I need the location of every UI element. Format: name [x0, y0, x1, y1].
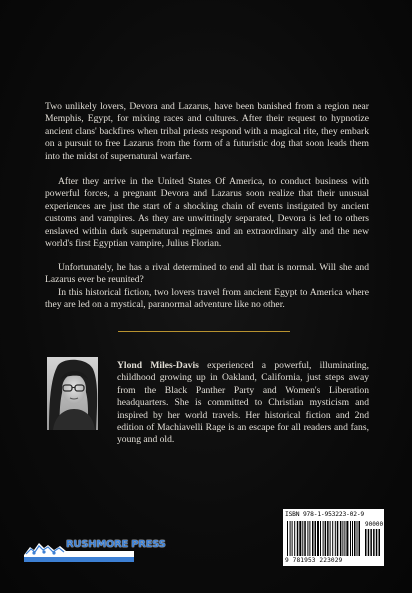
publisher-name: RUSHMORE PRESS	[66, 539, 166, 550]
author-bio	[117, 360, 369, 447]
author-bio-text: experienced a powerful, illuminating, childhood growing up in Oakland, California, just steps away from the Black Panther Party and Women's Liberation headquarters. She is committed to Christian mysticism and inspired by her world travels. Her historical fiction and 2nd edition of Machiavelli Rage is an escape for all readers and fans, young and old.	[117, 360, 369, 446]
publisher-logo	[22, 537, 166, 565]
barcode-digits: 9 781953 223029	[285, 557, 343, 564]
synopsis-paragraph-1: Two unlikely lovers, Devora and Lazarus, have been banished from a region near Memphis, Egypt, for mixing races and cultures. After their request to hypnotize ancient clans' backfires when tribal priests respond with a magical rite, they embark on a pursuit to free Lazarus from the form of a futuristic dog that soon leads them into the midst of supernatural warfare.	[45, 101, 369, 162]
synopsis-paragraph-3: Unfortunately, he has a rival determined to end all that is normal. Will she and Lazarus ever be reunited?	[45, 262, 369, 286]
author-name: Ylond Miles-Davis	[117, 360, 199, 371]
isbn-label: ISBN 978-1-953223-02-9	[285, 511, 365, 518]
synopsis-paragraph-4: In this historical fiction, two lovers travel from ancient Egypt to America where they are led on a mystical, paranormal adventure like no other.	[45, 287, 369, 311]
gold-divider	[118, 331, 290, 332]
price-code: 90000	[365, 521, 384, 528]
isbn-barcode	[283, 509, 384, 566]
synopsis-paragraph-2: After they arrive in the United States Of America, to conduct business with powerful forces, a pregnant Devora and Lazarus soon realize that their unusual experiences are just the start of a shocking chain of events instigated by ancient customs and vampires. As they are unwittingly separated, Devora is led to others enslaved within dark supernatural regimes and an extraordinary ally and the new world's first Egyptian vampire, Julius Florian.	[45, 176, 369, 250]
author-photo	[47, 357, 98, 430]
